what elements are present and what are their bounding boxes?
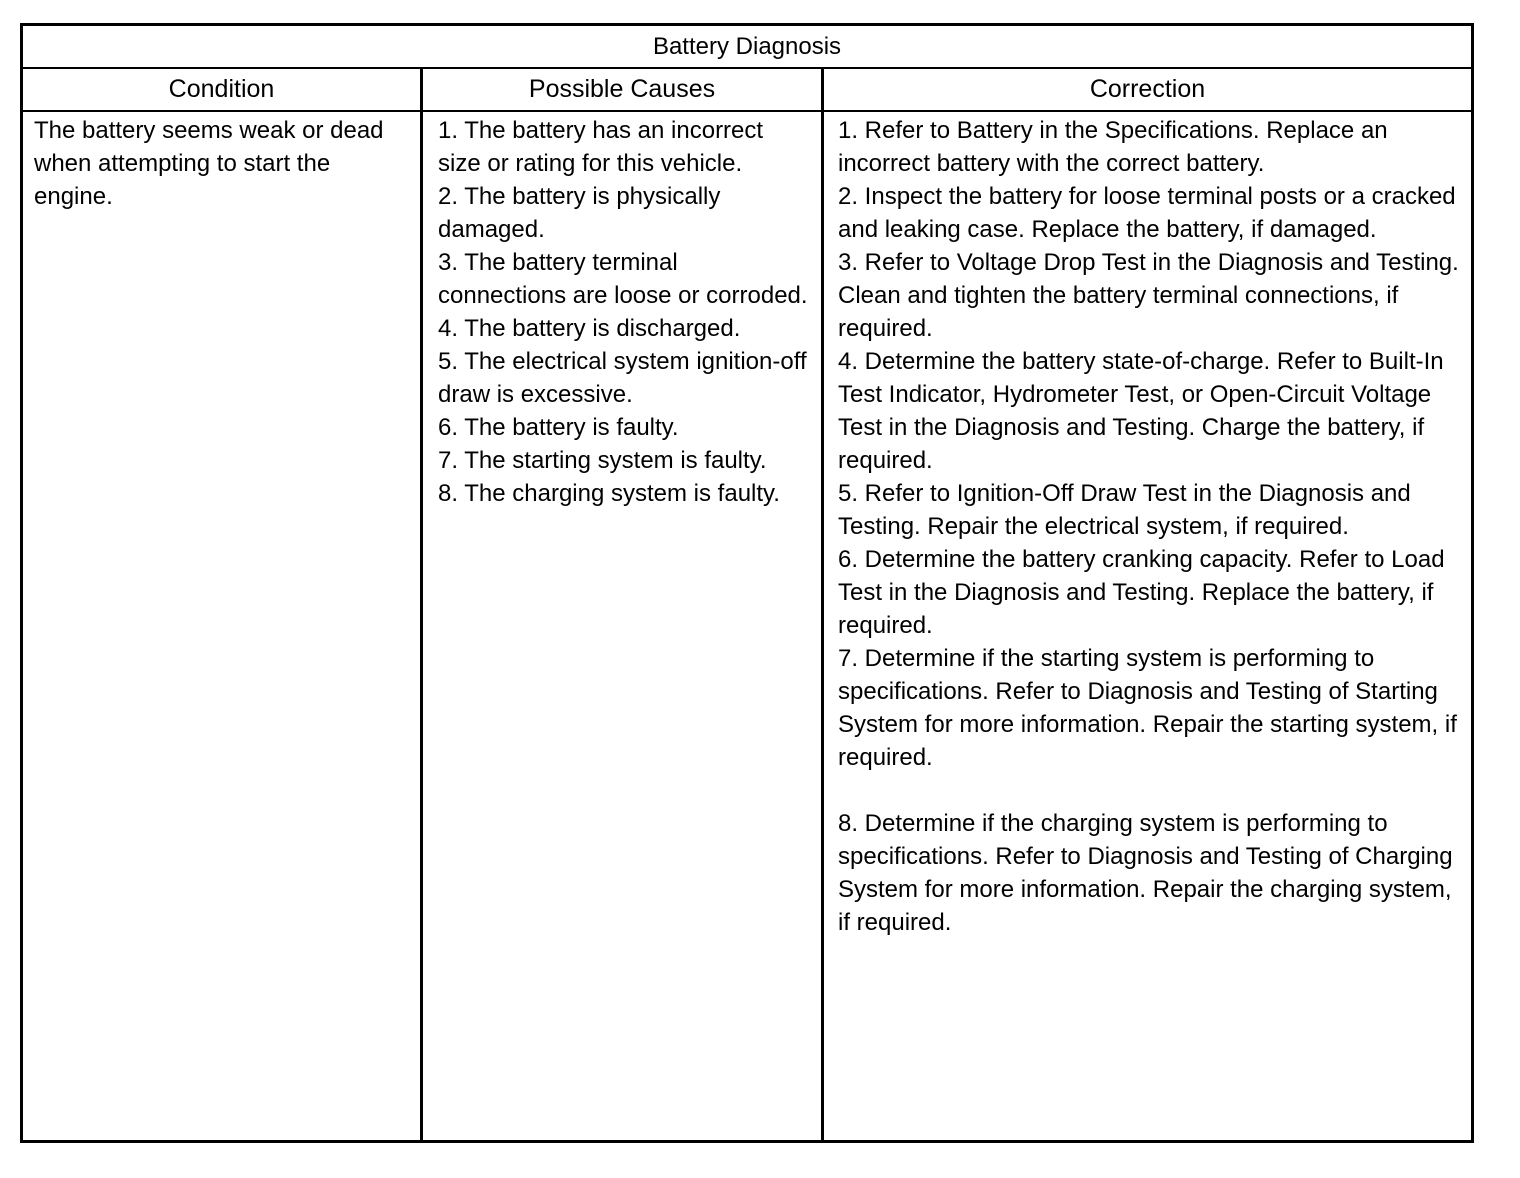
condition-cell — [23, 112, 423, 1140]
correction-item: 6. Determine the battery cranking capacity. Refer to Load Test in the Diagnosis and Testing. Replace the battery, if required. — [838, 546, 1445, 639]
correction-item: 5. Refer to Ignition-Off Draw Test in the Diagnosis and Testing. Repair the electrical system, if required. — [838, 480, 1411, 540]
cause-item: 5. The electrical system ignition-off draw is excessive. — [438, 348, 807, 408]
correction-item: 2. Inspect the battery for loose terminal posts or a cracked and leaking case. Replace the battery, if damaged. — [838, 183, 1456, 243]
cause-item: 2. The battery is physically damaged. — [438, 183, 721, 243]
header-possible-causes: Possible Causes — [423, 69, 824, 110]
table-title: Battery Diagnosis — [23, 26, 1471, 69]
condition-text: The battery seems weak or dead when attempting to start the engine. — [34, 117, 384, 210]
correction-item: 3. Refer to Voltage Drop Test in the Diagnosis and Testing. Clean and tighten the battery terminal connections, if required. — [838, 249, 1459, 342]
cause-item: 6. The battery is faulty. — [438, 414, 679, 441]
cause-item: 7. The starting system is faulty. — [438, 447, 767, 474]
possible-causes-cell — [423, 112, 824, 1140]
table-row — [23, 112, 1471, 1140]
correction-item: 1. Refer to Battery in the Specifications. Replace an incorrect battery with the correct battery. — [838, 117, 1388, 177]
correction-item: 4. Determine the battery state-of-charge. Refer to Built-In Test Indicator, Hydrometer Test, or Open-Circuit Voltage Test in the Diagnosis and Testing. Charge the battery, if required. — [838, 348, 1444, 474]
header-correction: Correction — [1089, 75, 1206, 103]
cause-item: 1. The battery has an incorrect size or rating for this vehicle. — [438, 117, 764, 177]
cause-item: 8. The charging system is faulty. — [438, 480, 780, 507]
header-condition: Condition — [23, 69, 423, 110]
correction-cell — [824, 112, 1471, 1140]
correction-item: 8. Determine if the charging system is performing to specifications. Refer to Diagnosis and Testing of Charging System for more information. Repair the charging system, if required. — [838, 810, 1453, 936]
battery-diagnosis-table — [20, 23, 1474, 1143]
cause-item: 4. The battery is discharged. — [438, 315, 741, 342]
cause-item: 3. The battery terminal connections are loose or corroded. — [438, 249, 808, 309]
header-row — [23, 69, 1471, 112]
correction-item: 7. Determine if the starting system is performing to specifications. Refer to Diagnosis and Testing of Starting System for more information. Repair the starting system, if required. — [838, 645, 1457, 771]
